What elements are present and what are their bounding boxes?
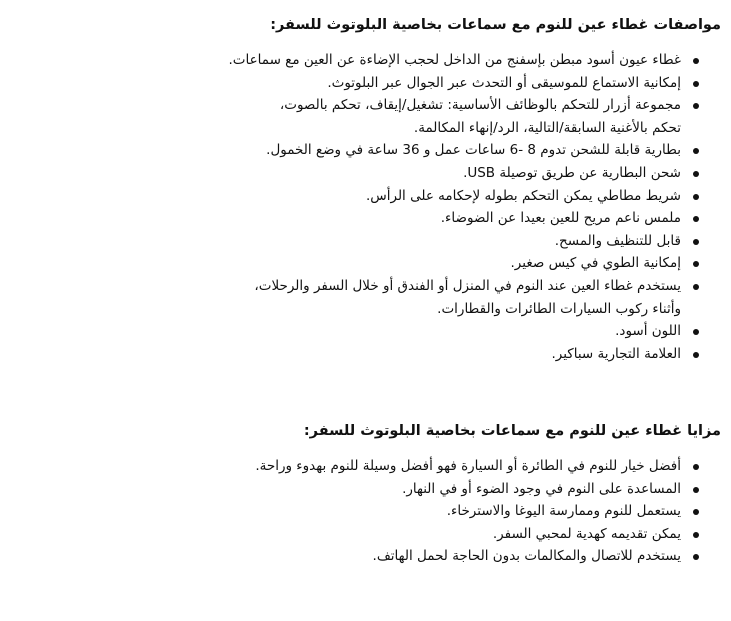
list-item [121, 455, 699, 478]
list-item-text: يمكن تقديمه كهدية لمحبي السفر. [492, 525, 681, 542]
list-item-text: المساعدة على النوم في وجود الضوء أو في النهار. [402, 480, 681, 497]
features-list [121, 455, 721, 568]
list-item-text: أفضل خيار للنوم في الطائرة أو السيارة فهو أفضل وسيلة للنوم بهدوء وراحة. [255, 458, 681, 474]
list-item-text: غطاء عيون أسود مبطن بإسفنج من الداخل لحجب الإضاءة عن العين مع سماعات. [228, 52, 681, 68]
bullet-icon [693, 329, 699, 335]
list-item-text: ملمس ناعم مريح للعين بعيدا عن الضوضاء. [440, 210, 681, 227]
list-item-text: يستخدم للاتصال والمكالمات بدون الحاجة لحمل الهاتف. [372, 548, 681, 565]
list-item [121, 500, 699, 523]
bullet-icon [693, 284, 699, 290]
list-item [121, 139, 699, 162]
list-item-text: يستعمل للنوم وممارسة اليوغا والاسترخاء. [446, 503, 681, 520]
list-item [121, 94, 699, 139]
bullet-icon [693, 352, 699, 358]
bullet-icon [693, 532, 699, 538]
list-item [121, 320, 699, 343]
list-item-text: إمكانية الاستماع للموسيقى أو التحدث عبر الجوال عبر البلوتوث. [327, 74, 681, 91]
list-item-text: اللون أسود. [615, 323, 681, 340]
bullet-icon [693, 194, 699, 200]
specs-heading: مواصفات غطاء عين للنوم مع سماعات بخاصية البلوتوث للسفر: [270, 17, 721, 33]
bullet-icon [693, 103, 699, 109]
list-item-text: قابل للتنظيف والمسح. [554, 232, 681, 249]
bullet-icon [693, 81, 699, 87]
features-section [121, 420, 721, 568]
list-item [121, 478, 699, 501]
bullet-icon [693, 239, 699, 245]
list-item-text: بطارية قابلة للشحن تدوم 8 -6 ساعات عمل و 36 ساعة في وضع الخمول. [266, 142, 681, 159]
list-item [121, 49, 699, 72]
bullet-icon [693, 487, 699, 493]
list-item [121, 230, 699, 253]
list-item [121, 162, 699, 185]
list-item-text: شريط مطاطي يمكن التحكم بطوله لإحكامه على الرأس. [365, 187, 681, 204]
bullet-icon [693, 148, 699, 154]
bullet-icon [693, 171, 699, 177]
list-item [121, 523, 699, 546]
list-item-text: مجموعة أزرار للتحكم بالوظائف الأساسية: تشغيل/إيقاف، تحكم بالصوت، [279, 97, 681, 114]
list-item-text-continued: وأثناء ركوب السيارات الطائرات والقطارات. [437, 300, 681, 317]
list-item-text-continued: تحكم بالأغنية السابقة/التالية، الرد/إنهاء المكالمة. [413, 119, 681, 136]
list-item [121, 207, 699, 230]
bullet-icon [693, 464, 699, 470]
list-item-text: شحن البطارية عن طريق توصيلة USB. [463, 164, 681, 181]
list-item-text: العلامة التجارية سباكير. [551, 345, 681, 362]
bullet-icon [693, 216, 699, 222]
list-item [121, 72, 699, 95]
list-item [121, 545, 699, 568]
list-item-text: يستخدم غطاء العين عند النوم في المنزل أو الفندق أو خلال السفر والرحلات، [254, 277, 681, 294]
bullet-icon [693, 261, 699, 267]
list-item-text: إمكانية الطوي في كيس صغير. [510, 255, 681, 272]
bullet-icon [693, 554, 699, 560]
bullet-icon [693, 509, 699, 515]
specs-list [121, 49, 721, 365]
specs-section [121, 14, 721, 365]
bullet-icon [693, 58, 699, 64]
list-item [121, 252, 699, 275]
features-heading: مزايا غطاء عين للنوم مع سماعات بخاصية البلوتوث للسفر: [303, 423, 721, 439]
list-item [121, 275, 699, 320]
list-item [121, 343, 699, 366]
list-item [121, 185, 699, 208]
